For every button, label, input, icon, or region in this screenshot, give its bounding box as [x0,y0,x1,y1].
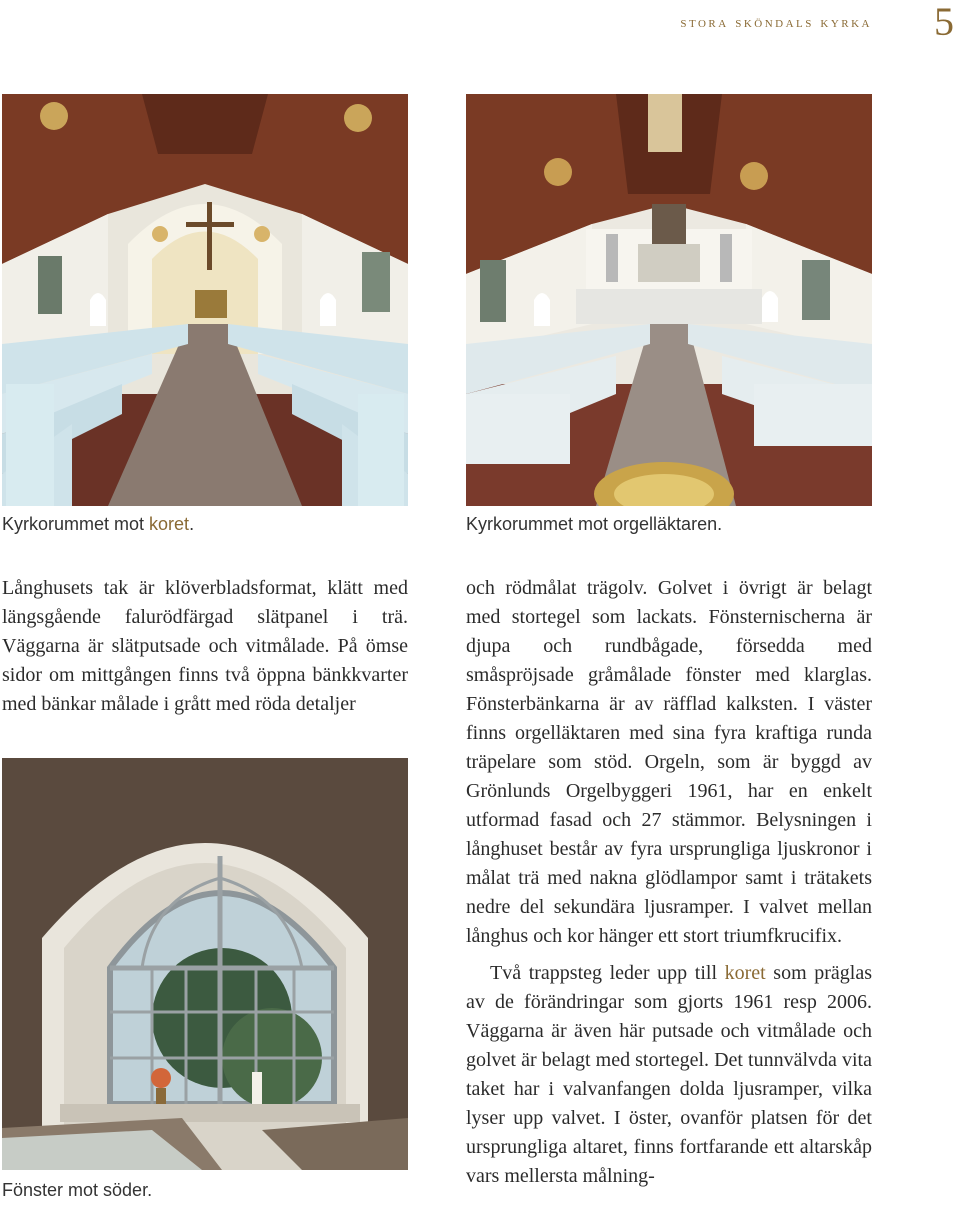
koret-text-link[interactable]: koret [724,962,766,984]
caption-window: Fönster mot söder. [2,1180,153,1200]
photo-chancel [2,94,408,506]
paragraph-floor-windows: och rödmålat trägolv. Golvet i övrigt är belagt med stortegel som lackats. Fönsternischerna är djupa och rundbågade, försedda med småspröjsade gråmålade fönster med klarglas. Fönsterbänkarna är av räfflad kalksten. I väster finns orgelläktaren med sina fyra kraftiga runda träpelare som stöd. Orgeln, som är byggd av Grönlunds Orgelbyggeri 1961, har en enkelt utformad fasad och 27 stämmor. Belysningen i långhuset består av fyra ursprungliga ljuskronor i målat trä med nakna glödlampor samt i trätakets nedre del sekundära ljusramper. I valvet mellan långhus och kor hänger ett stort triumfkrucifix. [466,577,872,947]
caption-chancel-prefix: Kyrkorummet mot [2,514,150,534]
photo-organ-loft [466,94,872,506]
photo-window [2,758,408,1170]
left-column-text [2,574,408,719]
caption-chancel-suffix: . [189,514,195,534]
right-column-text [466,574,872,1191]
running-header-title: stora sköndals kyrka [680,14,872,31]
caption-organ-loft: Kyrkorummet mot orgelläktaren. [466,514,723,534]
paragraph-ceiling: Långhusets tak är klöverbladsformat, klätt med längsgående falurödfärgad slätpanel i trä. Väggarna är slätputsade och vitmålade. På ömse sidor om mittgången finns två öppna bänkkvarter med bänkar målade i grått med röda detaljer [2,577,408,715]
paragraph-chancel-rest: som präglas av de förändringar som gjorts 1961 resp 2006. Väggarna är även här putsade och vitmålade och golvet är belagt med stortegel. Det tunnvälvda vita taket har i valvanfangen dolda ljusramper, vilka lyser upp valvet. I öster, ovanför platsen för det ursprungliga altaret, finns fortfarande ett altarskåp vars mellersta målning- [466,962,872,1187]
church-interior-organ-icon [466,94,872,506]
paragraph-chancel [466,959,872,1191]
koret-link[interactable]: koret [149,514,190,534]
page-number: 5 [934,0,954,44]
caption-chancel [2,514,194,535]
paragraph-chancel-prefix: Två trappsteg leder upp till [490,962,725,984]
church-interior-chancel-icon [2,94,408,506]
arched-window-icon [2,758,408,1170]
